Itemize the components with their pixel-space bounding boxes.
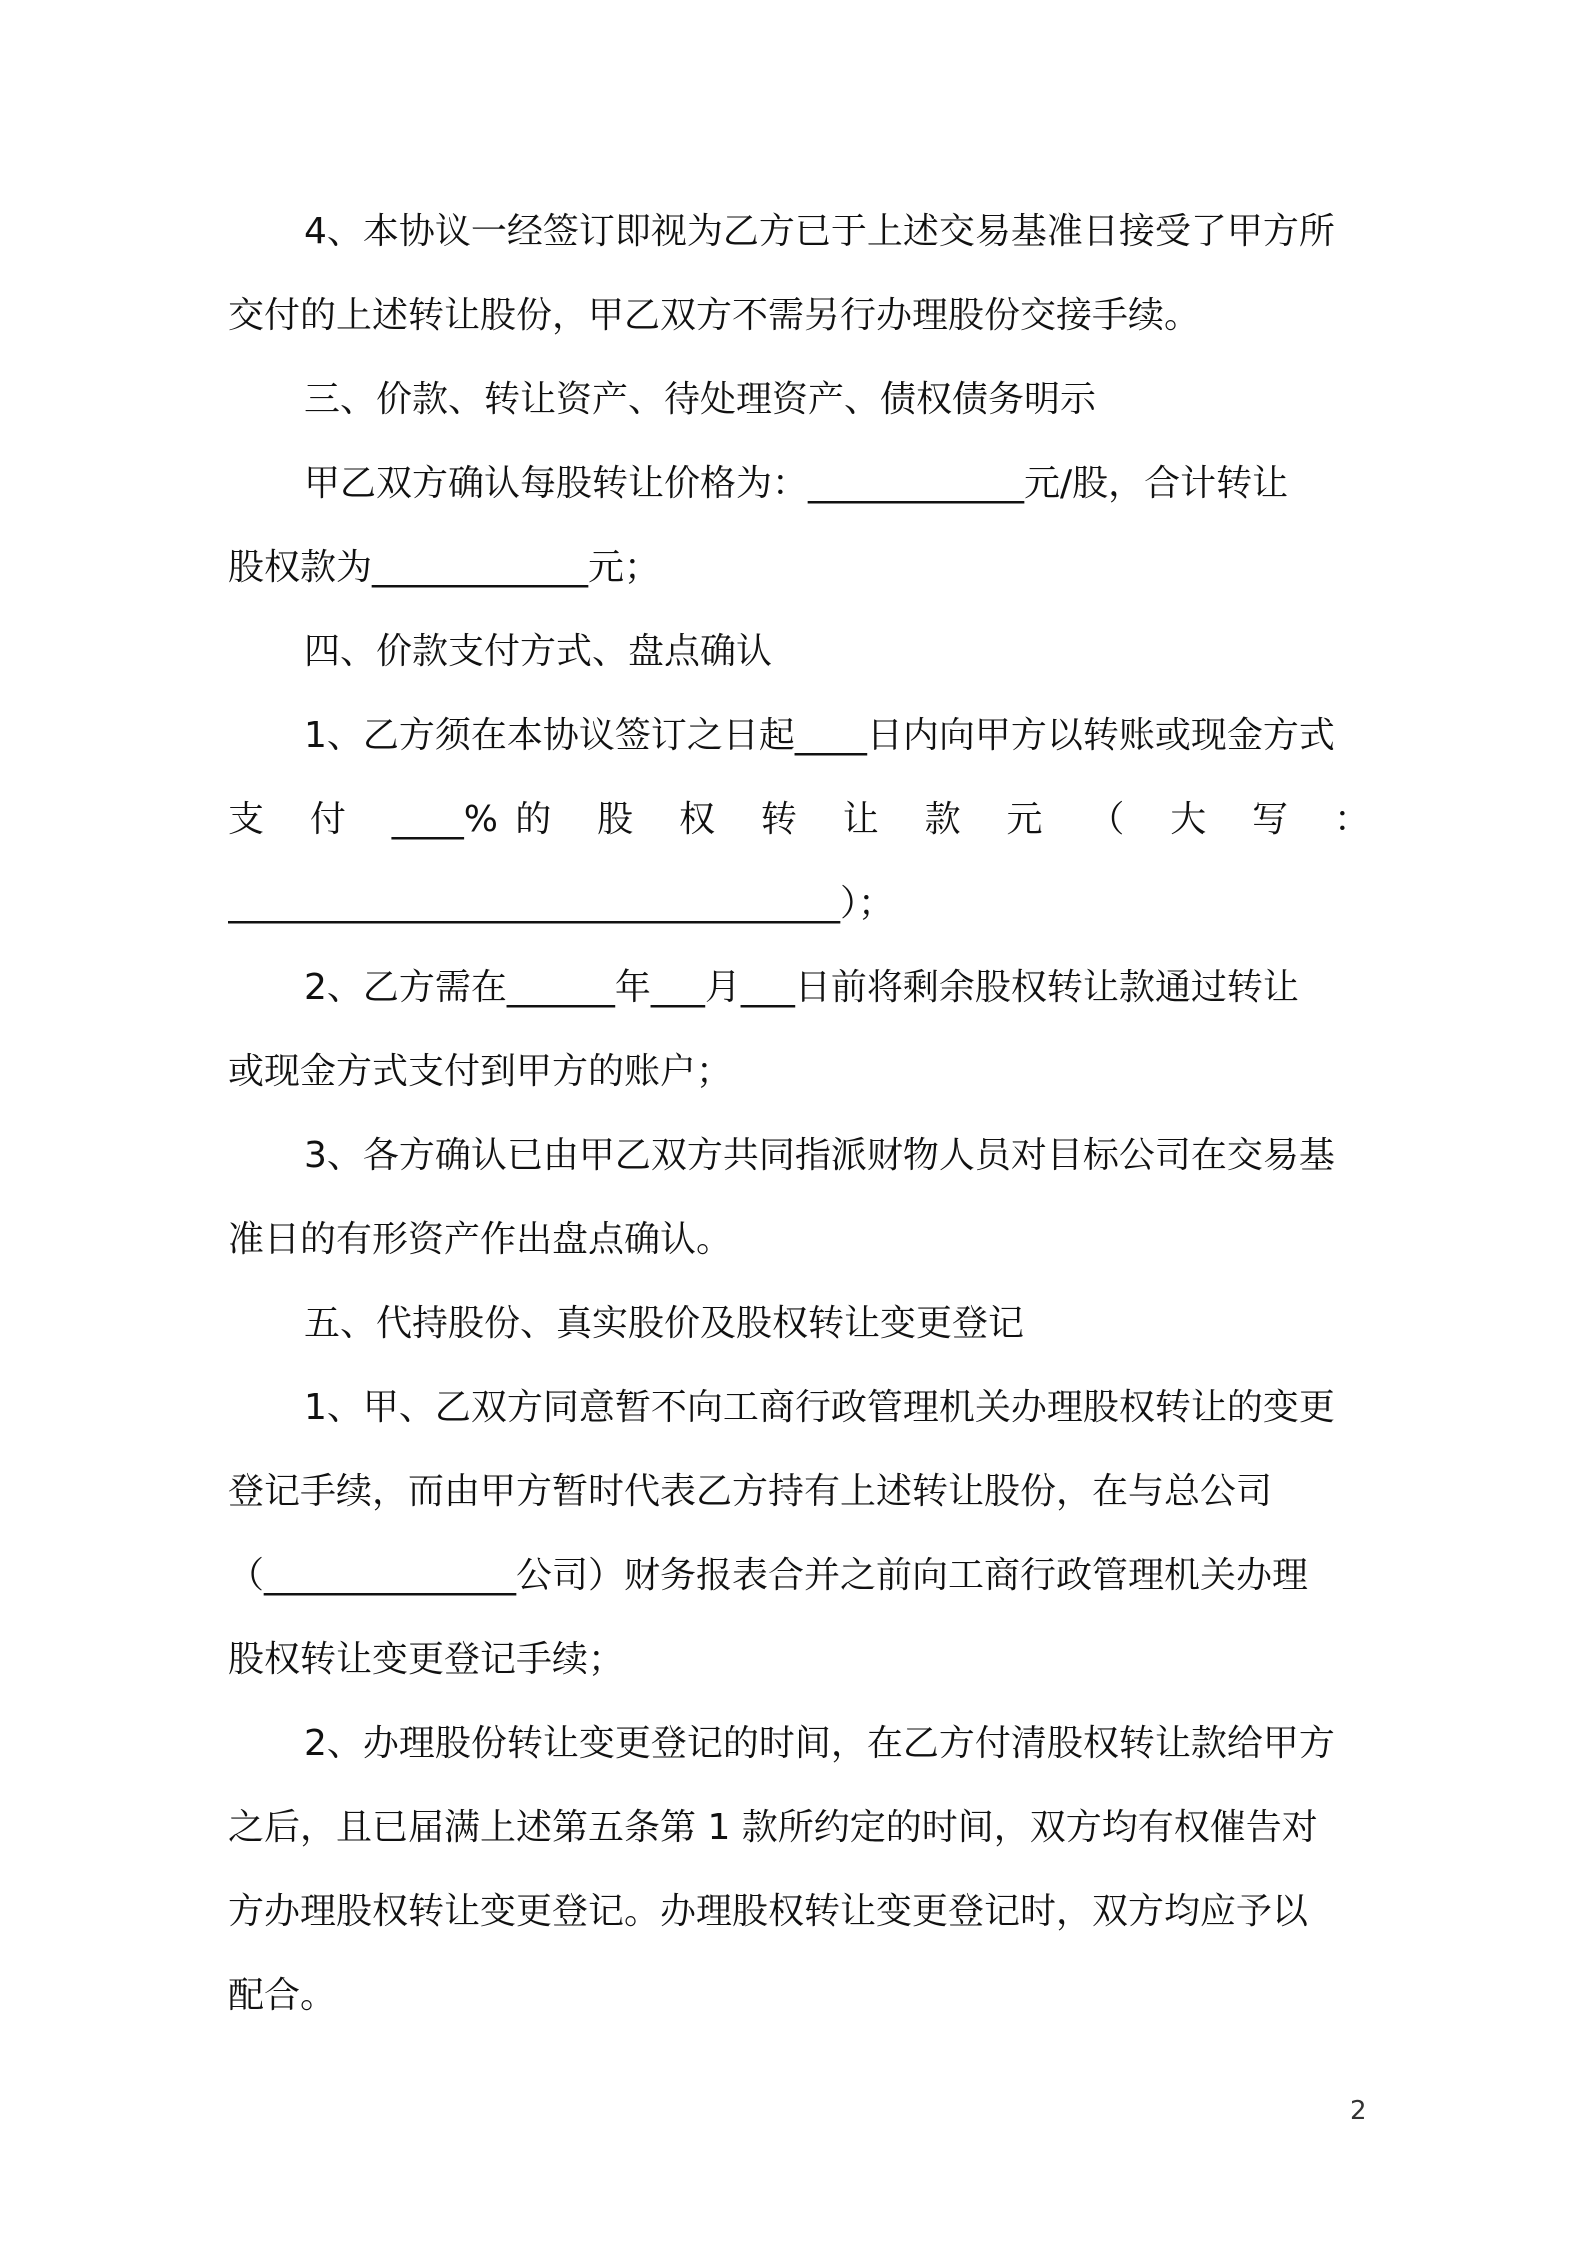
document-body — [228, 190, 1370, 2038]
paragraph-line: 股权转让变更登记手续； — [228, 1639, 625, 1680]
paragraph-line: 登记手续，而由甲方暂时代表乙方持有上述转让股份，在与总公司 — [228, 1471, 1273, 1512]
paragraph-line: （______________公司）财务报表合并之前向工商行政管理机关办理 — [228, 1555, 1309, 1596]
paragraph-line: 2、办理股份转让变更登记的时间，在乙方付清股权转让款给甲方 — [304, 1723, 1335, 1764]
paragraph-line: 1、甲、乙双方同意暂不向工商行政管理机关办理股权转让的变更 — [304, 1387, 1335, 1428]
paragraph-line: 方办理股权转让变更登记。办理股权转让变更登记时，双方均应予以 — [228, 1891, 1309, 1932]
paragraph-line: 1、乙方须在本协议签订之日起____日内向甲方以转账或现金方式 — [304, 715, 1335, 756]
section-heading: 四、价款支付方式、盘点确认 — [304, 631, 773, 672]
section-heading: 三、价款、转让资产、待处理资产、债权债务明示 — [304, 379, 1097, 420]
paragraph-line: 3、各方确认已由甲乙双方共同指派财物人员对目标公司在交易基 — [304, 1135, 1335, 1176]
paragraph-line: 准日的有形资产作出盘点确认。 — [228, 1219, 733, 1260]
paragraph-line: 甲乙双方确认每股转让价格为：____________元/股，合计转让 — [304, 463, 1289, 504]
section-heading: 五、代持股份、真实股价及股权转让变更登记 — [304, 1303, 1025, 1344]
paragraph-line: 股权款为____________元； — [228, 547, 661, 588]
paragraph-line: __________________________________）； — [228, 883, 894, 924]
paragraph-line: 4、本协议一经签订即视为乙方已于上述交易基准日接受了甲方所 — [304, 211, 1335, 252]
paragraph-line: 2、乙方需在______年___月___日前将剩余股权转让款通过转让 — [304, 967, 1299, 1008]
page-number: 2 — [1350, 2096, 1367, 2126]
paragraph-line: 交付的上述转让股份，甲乙双方不需另行办理股份交接手续。 — [228, 295, 1201, 336]
paragraph-line: 之后，且已届满上述第五条第 1 款所约定的时间，双方均有权催告对 — [228, 1807, 1318, 1848]
paragraph-line: 支 付 ____%的 股 权 转 让 款 元 （ 大 写 ： — [228, 799, 1370, 840]
paragraph-line: 或现金方式支付到甲方的账户； — [228, 1051, 733, 1092]
paragraph-line: 配合。 — [228, 1975, 337, 2016]
